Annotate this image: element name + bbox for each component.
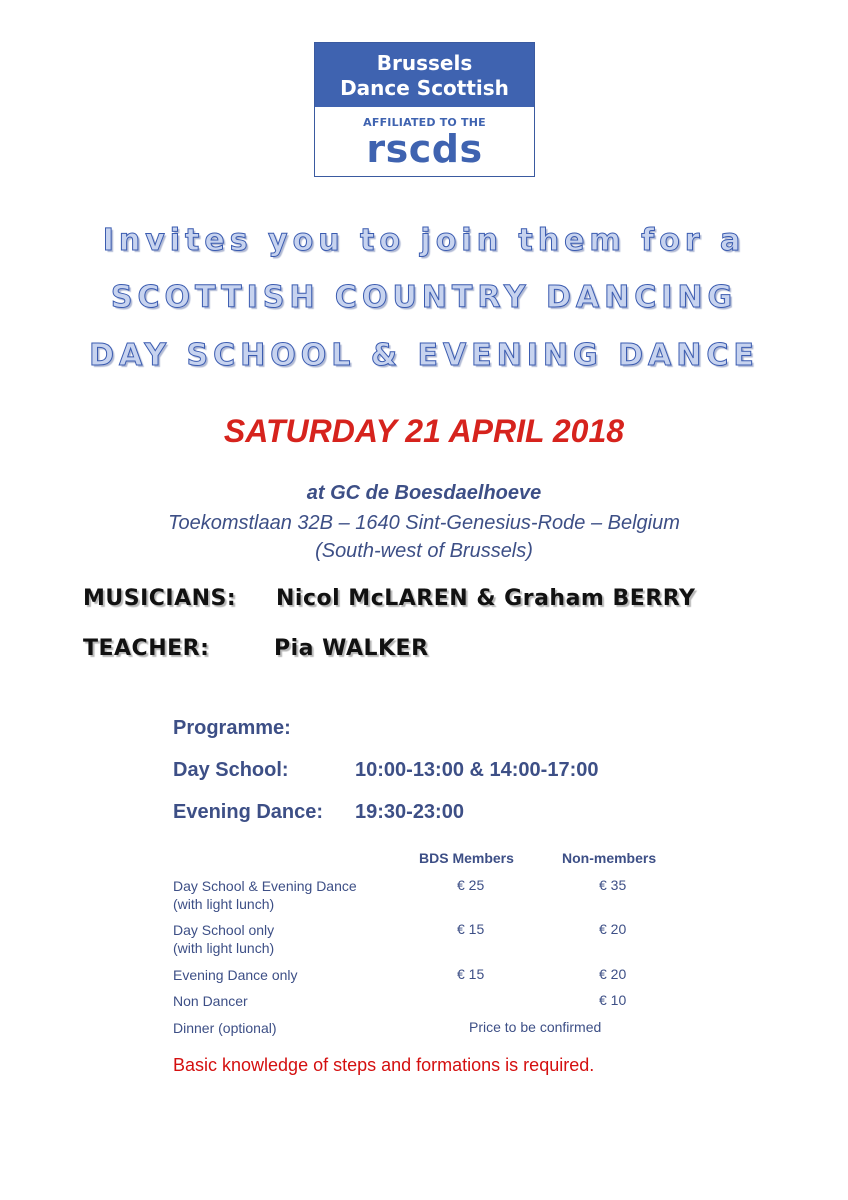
price-non-member: € 20	[599, 921, 627, 937]
bds-logo	[314, 42, 535, 177]
logo-line1: Brussels	[376, 51, 473, 75]
price-row-label	[173, 877, 357, 913]
price-row-title: Dinner (optional)	[173, 1020, 277, 1036]
headline-line3: DAY SCHOOL & EVENING DANCE	[89, 338, 759, 373]
day-school-time: 10:00-13:00 & 14:00-17:00	[355, 759, 599, 781]
headline-line2: SCOTTISH COUNTRY DANCING	[110, 280, 738, 315]
requirement-note: Basic knowledge of steps and formations is required.	[173, 1055, 595, 1075]
price-non-member: € 35	[599, 877, 627, 893]
evening-dance-label: Evening Dance:	[173, 801, 324, 823]
event-date: SATURDAY 21 APRIL 2018	[223, 413, 625, 449]
logo-banner	[315, 43, 534, 107]
venue-note: (South-west of Brussels)	[315, 540, 533, 562]
header-members: BDS Members	[419, 850, 514, 866]
headline-line1: Invites you to join them for a	[102, 223, 746, 258]
logo-line2: Dance Scottish	[340, 76, 509, 100]
price-member: € 25	[457, 877, 485, 893]
musicians-label: MUSICIANS:	[83, 586, 237, 611]
header-non-members: Non-members	[562, 850, 657, 866]
price-row-sub: (with light lunch)	[173, 940, 275, 956]
teacher-label: TEACHER:	[83, 636, 210, 661]
programme-title: Programme:	[173, 717, 291, 739]
day-school-label: Day School:	[173, 759, 289, 781]
price-to-be-confirmed: Price to be confirmed	[469, 1019, 602, 1035]
venue-address: Toekomstlaan 32B – 1640 Sint-Genesius-Rode – Belgium	[168, 512, 680, 534]
venue-name: at GC de Boesdaelhoeve	[306, 482, 542, 504]
musicians-names: Nicol McLAREN & Graham BERRY	[276, 586, 696, 611]
price-row-sub: (with light lunch)	[173, 896, 275, 912]
price-non-member: € 20	[599, 966, 627, 982]
price-row-label	[173, 992, 248, 1010]
price-row-label	[173, 966, 298, 984]
logo-affiliated: AFFILIATED TO THE	[363, 116, 486, 129]
teacher-name: Pia WALKER	[274, 636, 429, 661]
price-row-title: Day School only	[173, 922, 275, 938]
price-row-title: Non Dancer	[173, 993, 248, 1009]
price-non-member: € 10	[599, 992, 627, 1008]
evening-dance-time: 19:30-23:00	[355, 801, 464, 823]
price-member: € 15	[457, 966, 485, 982]
price-row-label	[173, 1019, 277, 1037]
price-row-title: Evening Dance only	[173, 967, 298, 983]
logo-rscds: rscds	[366, 127, 483, 171]
price-row-title: Day School & Evening Dance	[173, 878, 357, 894]
price-row-label	[173, 921, 274, 957]
price-member: € 15	[457, 921, 485, 937]
